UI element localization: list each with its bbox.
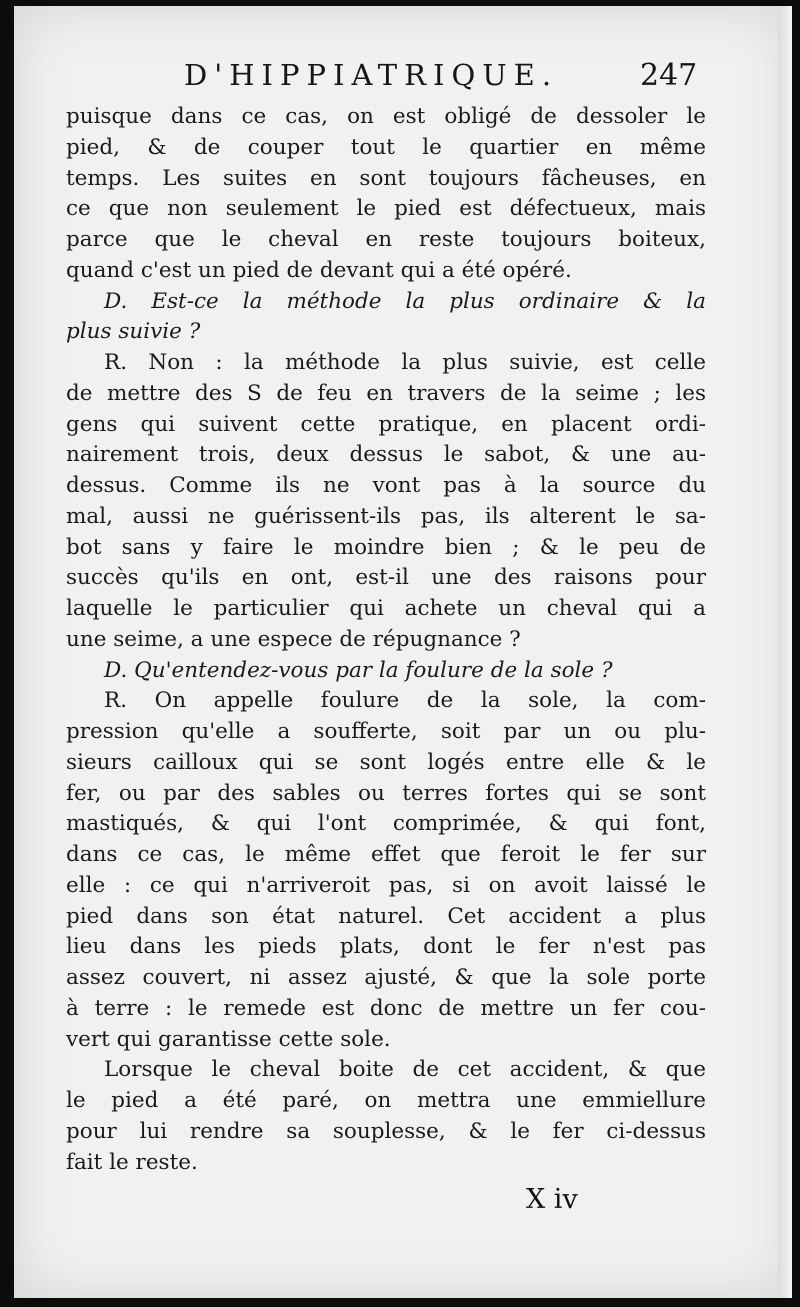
body-text xyxy=(66,102,706,1178)
text-line: pied, & de couper tout le quartier en même xyxy=(66,134,706,160)
text-line: R. Non : la méthode la plus suivie, est celle xyxy=(104,350,706,375)
text-line: quand c'est un pied de devant qui a été opéré. xyxy=(66,257,572,283)
running-title: D'HIPPIATRIQUE. xyxy=(184,58,559,92)
text-line: bot sans y faire le moindre bien ; & le peu de xyxy=(66,534,706,560)
text-line: pied dans son état naturel. Cet accident a plus xyxy=(66,903,706,929)
text-line: à terre : le remede est donc de mettre un fer cou- xyxy=(66,995,706,1021)
text-line: puisque dans ce cas, on est obligé de dessoler le xyxy=(66,104,706,129)
text-line: mal, aussi ne guérissent-ils pas, ils alterent le sa- xyxy=(66,503,706,529)
text-line: laquelle le particulier qui achete un cheval qui a xyxy=(66,596,706,621)
text-line: gens qui suivent cette pratique, en placent ordi- xyxy=(66,411,706,437)
text-line: D. Est-ce la méthode la plus ordinaire & la xyxy=(104,288,706,314)
text-line: elle : ce qui n'arriveroit pas, si on avoit laissé le xyxy=(66,872,706,898)
text-line: Lorsque le cheval boite de cet accident, & que xyxy=(104,1057,706,1083)
page-number: 247 xyxy=(640,58,698,93)
book-page xyxy=(14,6,792,1298)
text-line: dessus. Comme ils ne vont pas à la source du xyxy=(66,473,706,498)
text-line: pour lui rendre sa souplesse, & le fer ci-dessus xyxy=(66,1118,706,1144)
signature-mark: X iv xyxy=(526,1184,578,1215)
text-line: dans ce cas, le même effet que feroit le fer sur xyxy=(66,842,706,867)
text-line: fer, ou par des sables ou terres fortes qui se sont xyxy=(66,780,706,806)
text-line: succès qu'ils en ont, est-il une des raisons pour xyxy=(66,565,706,591)
text-line: plus suivie ? xyxy=(66,319,201,345)
text-line: parce que le cheval en reste toujours boiteux, xyxy=(66,227,706,252)
text-line: sieurs cailloux qui se sont logés entre elle & le xyxy=(66,749,706,775)
text-line: lieu dans les pieds plats, dont le fer n'est pas xyxy=(66,934,706,960)
text-line: assez couvert, ni assez ajusté, & que la sole porte xyxy=(66,965,706,990)
text-line: une seime, a une espece de répugnance ? xyxy=(66,626,521,652)
text-line: D. Qu'entendez-vous par la foulure de la sole ? xyxy=(104,657,613,683)
page-header xyxy=(14,58,792,98)
text-line: le pied a été paré, on mettra une emmiellure xyxy=(66,1088,706,1113)
text-line: pression qu'elle a soufferte, soit par un ou plu- xyxy=(66,719,706,744)
text-line: R. On appelle foulure de la sole, la com- xyxy=(104,688,706,714)
text-line: mastiqués, & qui l'ont comprimée, & qui font, xyxy=(66,811,706,837)
text-line: ce que non seulement le pied est défectueux, mais xyxy=(66,196,706,222)
text-line: nairement trois, deux dessus le sabot, & une au- xyxy=(66,442,706,468)
text-line: temps. Les suites en sont toujours fâcheuses, en xyxy=(66,165,706,191)
text-line: de mettre des S de feu en travers de la seime ; les xyxy=(66,380,706,406)
text-line: fait le reste. xyxy=(66,1149,198,1175)
page-edge xyxy=(778,6,792,1298)
text-line: vert qui garantisse cette sole. xyxy=(66,1026,391,1052)
